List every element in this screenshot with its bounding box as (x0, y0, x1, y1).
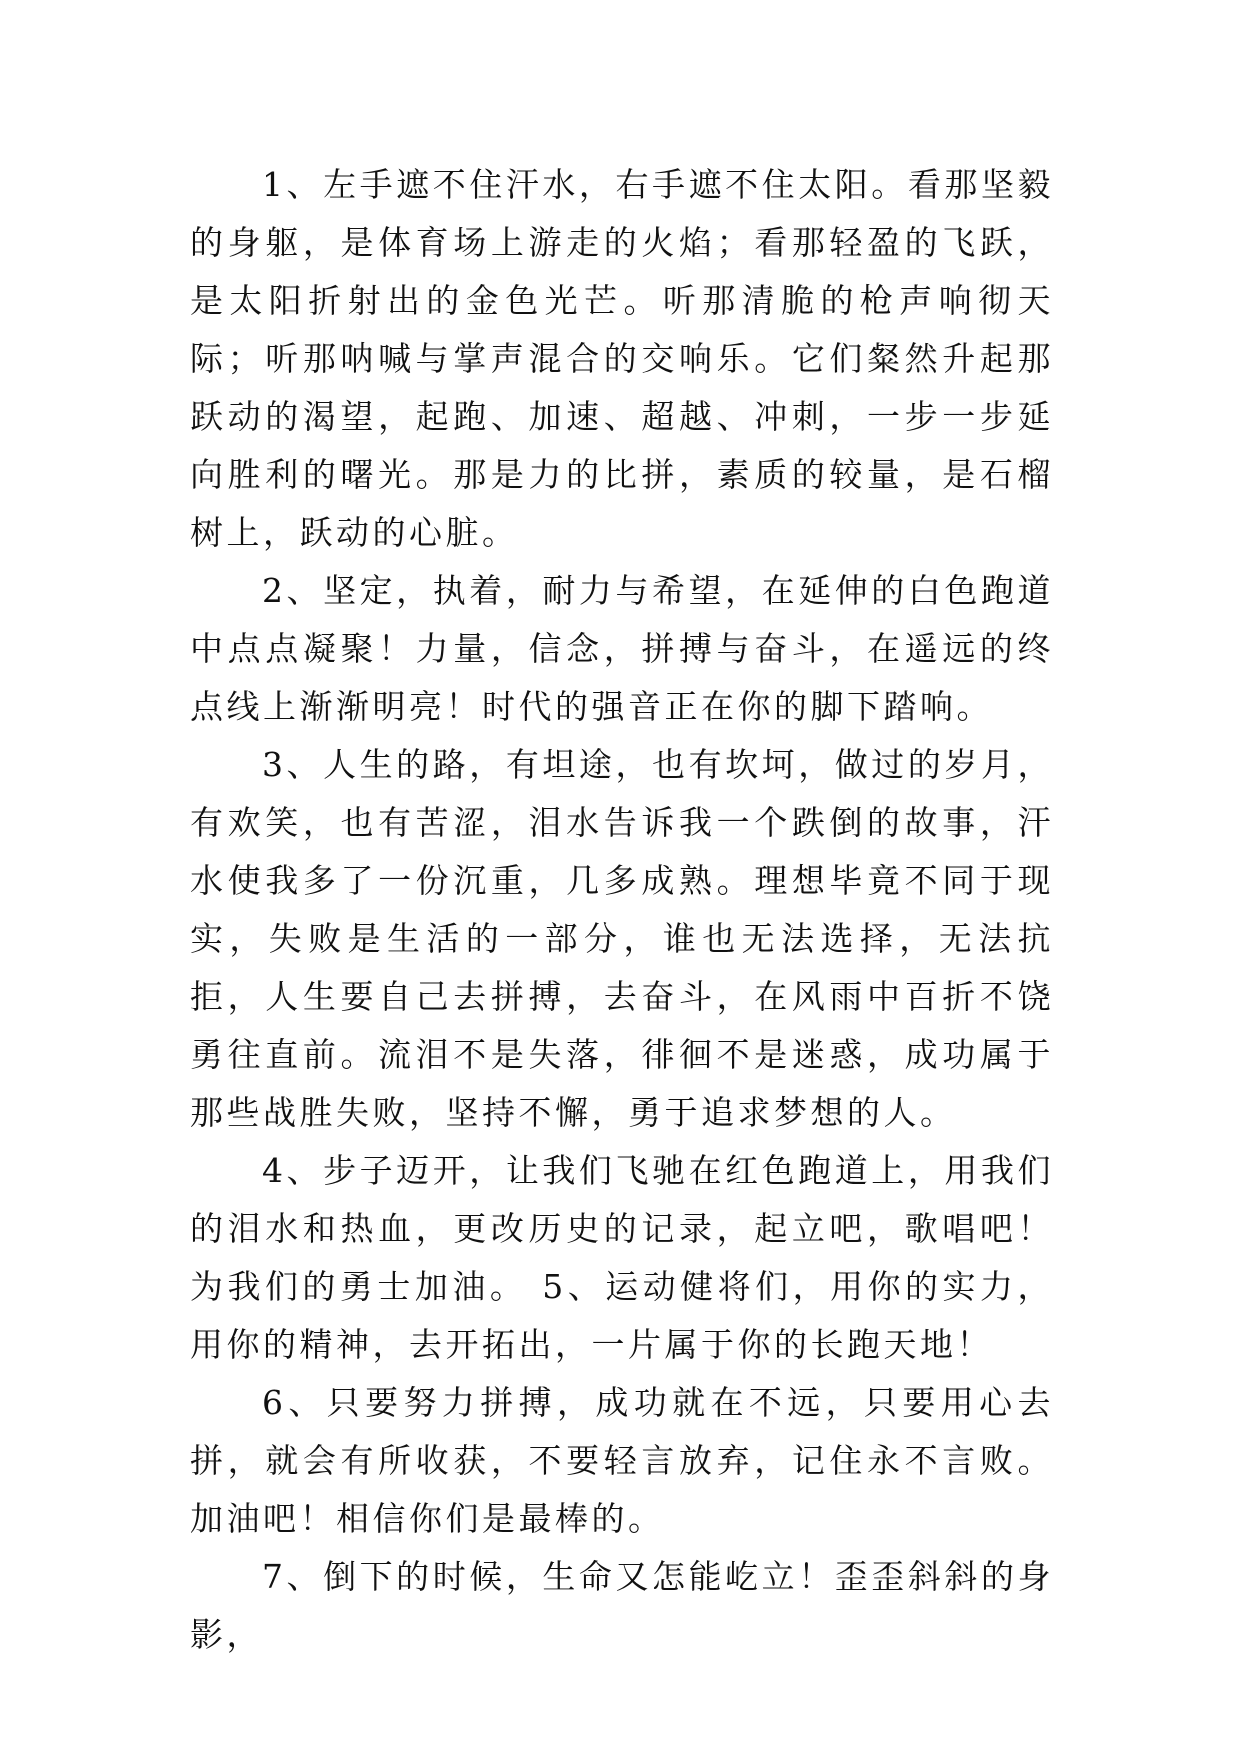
paragraph-2: 2、坚定，执着，耐力与希望，在延伸的白色跑道中点点凝聚！力量，信念，拼搏与奋斗，在遥远的终点线上渐渐明亮！时代的强音正在你的脚下踏响。 (190, 571, 1054, 726)
paragraph-5: 6、只要努力拼搏，成功就在不远，只要用心去拼，就会有所收获，不要轻言放弃，记住永不言败。加油吧！相信你们是最棒的。 (190, 1383, 1054, 1538)
paragraph-1: 1、左手遮不住汗水，右手遮不住太阳。看那坚毅的身躯，是体育场上游走的火焰；看那轻盈的飞跃，是太阳折射出的金色光芒。听那清脆的枪声响彻天际；听那呐喊与掌声混合的交响乐。它们粲然升起那跃动的渴望，起跑、加速、超越、冲刺，一步一步延向胜利的曙光。那是力的比拼，素质的较量，是石榴树上，跃动的心脏。 (190, 165, 1054, 552)
paragraph-6: 7、倒下的时候，生命又怎能屹立！歪歪斜斜的身影， (190, 1557, 1054, 1654)
paragraph-3: 3、人生的路，有坦途，也有坎坷，做过的岁月，有欢笑，也有苦涩，泪水告诉我一个跌倒的故事，汗水使我多了一份沉重，几多成熟。理想毕竟不同于现实，失败是生活的一部分，谁也无法选择，无法抗拒，人生要自己去拼搏，去奋斗，在风雨中百折不饶勇往直前。流泪不是失落，徘徊不是迷惑，成功属于那些战胜失败，坚持不懈，勇于追求梦想的人。 (190, 745, 1054, 1132)
document-body (190, 156, 1054, 1664)
paragraph-4: 4、步子迈开，让我们飞驰在红色跑道上，用我们的泪水和热血，更改历史的记录，起立吧，歌唱吧！为我们的勇士加油。 5、运动健将们，用你的实力，用你的精神，去开拓出，一片属于你的长跑天地！ (190, 1151, 1054, 1364)
